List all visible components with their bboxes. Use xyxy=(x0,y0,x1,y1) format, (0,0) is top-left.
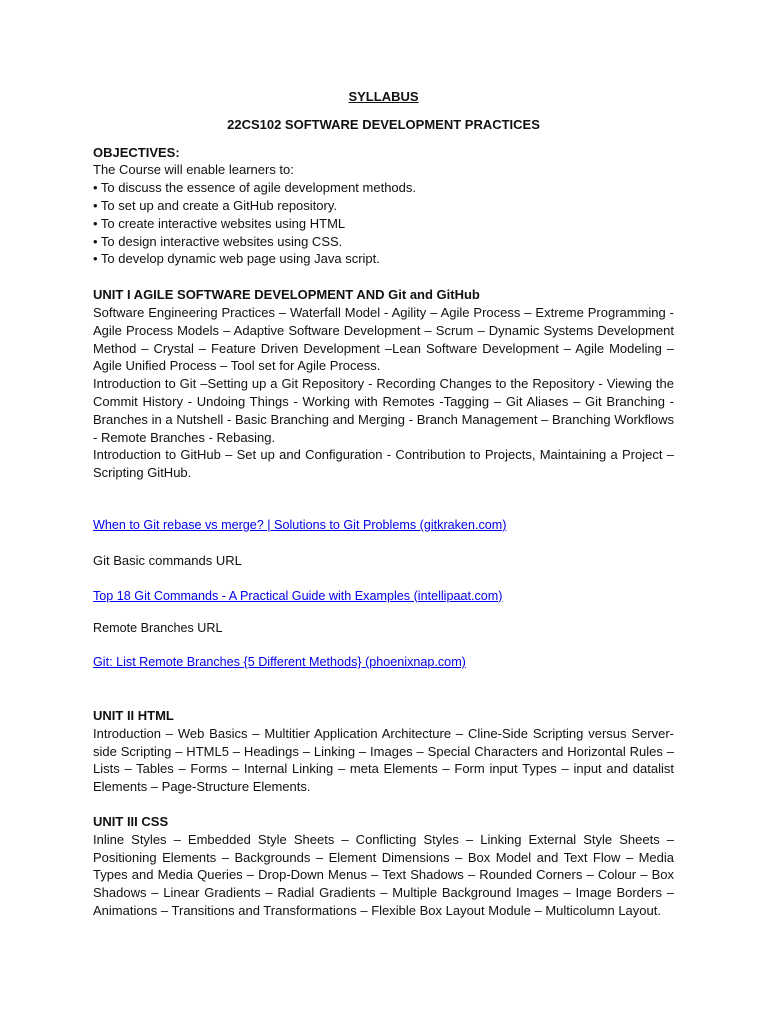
unit1-paragraph-github: Introduction to GitHub – Set up and Configuration - Contribution to Projects, Maintaining a Project – Scripting GitHub. xyxy=(93,447,674,481)
spacer xyxy=(93,482,674,516)
spacer xyxy=(93,605,674,620)
unit1-paragraph-git: Introduction to Git –Setting up a Git Repository - Recording Changes to the Repository - Viewing the Commit History - Undoing Things - Working with Remotes -Tagging – Git Aliases – Git Branching - Branches in a Nutshell - Basic Branching and Merging - Branch Management – Branching Workflows - Remote Branches - Rebasing. xyxy=(93,376,674,445)
unit2-paragraph: Introduction – Web Basics – Multitier Application Architecture – Cline-Side Scripting versus Server-side Scripting – HTML5 – Headings – Linking – Images – Special Characters and Horizontal Rules – Lists – Tables – Forms – Internal Linking – meta Elements – Form input Types – input and datalist Elements – Page-Structure Elements. xyxy=(93,725,674,795)
rebase-vs-merge-link[interactable]: When to Git rebase vs merge? | Solutions to Git Problems (gitkraken.com) xyxy=(93,517,507,532)
unit1-paragraph-agile: Software Engineering Practices – Waterfall Model - Agility – Agile Process – Extreme Programming - Agile Process Models – Adaptive Software Development – Scrum – Dynamic Systems Development Method – Crystal – Feature Driven Development –Lean Software Development – Agile Modeling – Agile Unified Process – Tool set for Agile Process. xyxy=(93,304,674,374)
unit2-section xyxy=(93,707,674,796)
spacer xyxy=(93,672,674,707)
document-title: SYLLABUS xyxy=(348,89,419,104)
unit1-heading: UNIT I AGILE SOFTWARE DEVELOPMENT AND Git and GitHub xyxy=(93,287,480,303)
document-page xyxy=(93,88,674,920)
objective-item: • To create interactive websites using HTML xyxy=(93,215,346,231)
unit3-section xyxy=(93,813,674,920)
spacer xyxy=(93,796,674,813)
git-basic-commands-label: Git Basic commands URL xyxy=(93,552,242,568)
reference-links xyxy=(93,516,674,672)
spacer xyxy=(93,268,674,286)
unit3-heading: UNIT III CSS xyxy=(93,813,169,829)
objective-item: • To develop dynamic web page using Java script. xyxy=(93,251,380,267)
spacer xyxy=(93,535,674,552)
git-commands-link[interactable]: Top 18 Git Commands - A Practical Guide with Examples (intellipaat.com) xyxy=(93,588,503,603)
objectives-section xyxy=(93,144,674,269)
remote-branches-link[interactable]: Git: List Remote Branches {5 Different Methods} (phoenixnap.com) xyxy=(93,655,466,670)
objectives-intro: The Course will enable learners to: xyxy=(93,162,294,178)
objectives-heading: OBJECTIVES: xyxy=(93,144,180,160)
spacer xyxy=(93,638,674,653)
objective-item: • To discuss the essence of agile development methods. xyxy=(93,180,417,196)
unit3-paragraph: Inline Styles – Embedded Style Sheets – Conflicting Styles – Linking External Style Sheets – Positioning Elements – Backgrounds – Element Dimensions – Box Model and Text Flow – Media Types and Media Queries – Drop-Down Menus – Text Shadows – Rounded Corners – Colour – Box Shadows – Linear Gradients – Radial Gradients – Multiple Background Images – Image Borders – Animations – Transitions and Transformations – Flexible Box Layout Module – Multicolumn Layout. xyxy=(93,831,674,918)
spacer xyxy=(93,570,674,587)
course-title: 22CS102 SOFTWARE DEVELOPMENT PRACTICES xyxy=(227,116,540,132)
remote-branches-label: Remote Branches URL xyxy=(93,621,223,636)
unit1-section xyxy=(93,286,674,482)
objective-item: • To design interactive websites using CSS. xyxy=(93,233,343,249)
objective-item: • To set up and create a GitHub repository. xyxy=(93,197,337,213)
unit2-heading: UNIT II HTML xyxy=(93,707,174,723)
